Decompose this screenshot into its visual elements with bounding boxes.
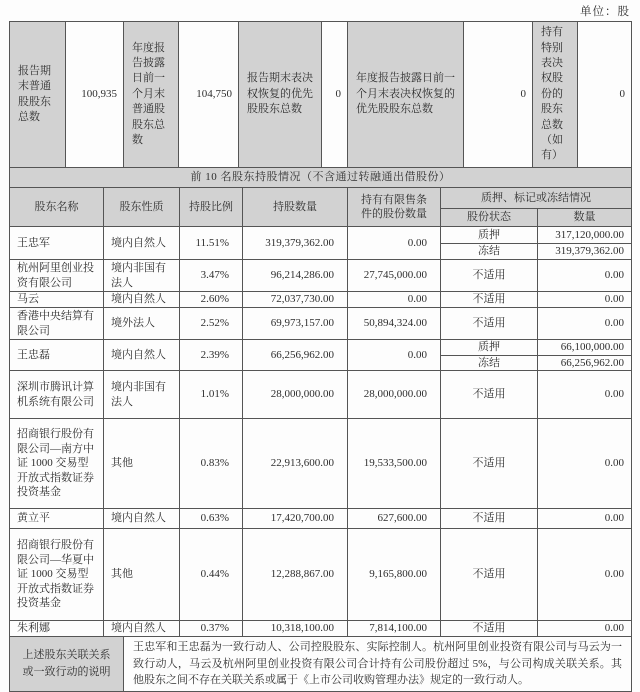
shares-cell: 12,288,867.00 [243, 529, 348, 621]
table-row [10, 371, 632, 419]
table-row [10, 292, 632, 308]
pledge-status-cell: 不适用 [441, 308, 538, 340]
ratio-cell: 1.01% [180, 371, 243, 419]
ratio-cell: 0.44% [180, 529, 243, 621]
pledge-status-cell: 不适用 [441, 292, 538, 308]
shareholder-name-cell: 王忠军 [10, 227, 104, 260]
table-row [10, 227, 632, 244]
summary-table [9, 21, 632, 168]
nature-cell: 境内自然人 [104, 340, 180, 371]
nature-cell: 境内自然人 [104, 621, 180, 637]
col-header-share-status: 股份状态 [441, 209, 538, 227]
note-container [10, 637, 631, 691]
ratio-cell: 0.37% [180, 621, 243, 637]
restricted-cell: 7,814,100.00 [348, 621, 441, 637]
pledge-amount-cell: 0.00 [538, 419, 632, 509]
shareholder-name-cell: 马云 [10, 292, 104, 308]
restricted-cell: 27,745,000.00 [348, 260, 441, 292]
summary-value-special-voting-shareholders: 0 [578, 22, 632, 168]
nature-cell: 境外法人 [104, 308, 180, 340]
shares-cell: 17,420,700.00 [243, 509, 348, 529]
nature-cell: 境内自然人 [104, 292, 180, 308]
pledge-status-cell: 冻结 [441, 355, 538, 371]
pledge-status-cell: 质押 [441, 340, 538, 356]
shares-cell: 10,318,100.00 [243, 621, 348, 637]
pledge-amount-cell: 66,100,000.00 [538, 340, 632, 356]
col-header-amount: 数量 [538, 209, 632, 227]
table-row [10, 419, 632, 509]
pledge-status-cell: 质押 [441, 227, 538, 244]
shareholder-name-cell: 黄立平 [10, 509, 104, 529]
restricted-cell: 0.00 [348, 227, 441, 260]
pledge-status-cell: 不适用 [441, 419, 538, 509]
pledge-amount-cell: 0.00 [538, 260, 632, 292]
shareholder-name-cell: 香港中央结算有限公司 [10, 308, 104, 340]
restricted-cell: 0.00 [348, 340, 441, 371]
restricted-cell: 9,165,800.00 [348, 529, 441, 621]
restricted-cell: 19,533,500.00 [348, 419, 441, 509]
table-row [10, 509, 632, 529]
ratio-cell: 2.60% [180, 292, 243, 308]
pledge-amount-cell: 0.00 [538, 621, 632, 637]
summary-label-special-voting-shareholders: 持有特别表决权股份的股东总数（如有） [533, 22, 578, 168]
pledge-amount-cell: 0.00 [538, 371, 632, 419]
table-row [10, 529, 632, 621]
table-row [10, 260, 632, 292]
table-row [10, 621, 632, 637]
restricted-cell: 28,000,000.00 [348, 371, 441, 419]
note-label: 上述股东关联关系或一致行动的说明 [10, 637, 124, 691]
ratio-cell: 3.47% [180, 260, 243, 292]
pledge-status-cell: 不适用 [441, 509, 538, 529]
restricted-cell: 627,600.00 [348, 509, 441, 529]
pledge-status-cell: 冻结 [441, 244, 538, 260]
summary-value-ordinary-shareholders: 100,935 [66, 22, 124, 168]
summary-value-ordinary-shareholders-month-end: 104,750 [179, 22, 239, 168]
note-row [10, 637, 632, 692]
pledge-amount-cell: 0.00 [538, 308, 632, 340]
col-header-shares-held: 持股数量 [243, 188, 348, 227]
shares-cell: 96,214,286.00 [243, 260, 348, 292]
shares-cell: 319,379,362.00 [243, 227, 348, 260]
pledge-status-cell: 不适用 [441, 260, 538, 292]
shareholder-name-cell: 深圳市腾讯计算机系统有限公司 [10, 371, 104, 419]
summary-value-preferred-shareholders-month-end: 0 [464, 22, 533, 168]
summary-label-preferred-shareholders: 报告期末表决权恢复的优先股股东总数 [239, 22, 322, 168]
note-text: 王忠军和王忠磊为一致行动人、公司控股股东、实际控制人。杭州阿里创业投资有限公司与马云为一致行动人，马云及杭州阿里创业投资有限公司合计持有公司股份超过 5%，与公司构成关联关系。其他股东之间不存在关联关系或属于《上市公司收购管理办法》规定的一致行动人。 [133, 641, 623, 687]
ratio-cell: 2.52% [180, 308, 243, 340]
pledge-status-cell: 不适用 [441, 621, 538, 637]
col-header-shareholder-nature: 股东性质 [104, 188, 180, 227]
nature-cell: 其他 [104, 419, 180, 509]
top10-shareholders-table [9, 167, 632, 692]
shares-cell: 66,256,962.00 [243, 340, 348, 371]
ratio-cell: 11.51% [180, 227, 243, 260]
pledge-amount-cell: 66,256,962.00 [538, 355, 632, 371]
pledge-status-cell: 不适用 [441, 529, 538, 621]
col-header-shareholder-name: 股东名称 [10, 188, 104, 227]
unit-label: 单位：股 [580, 6, 630, 18]
pledge-amount-cell: 0.00 [538, 529, 632, 621]
table-row [10, 308, 632, 340]
col-header-shareholding-ratio: 持股比例 [180, 188, 243, 227]
pledge-status-cell: 不适用 [441, 371, 538, 419]
shareholder-name-cell: 杭州阿里创业投资有限公司 [10, 260, 104, 292]
shareholder-name-cell: 招商银行股份有限公司—华夏中证 1000 交易型开放式指数证券投资基金 [10, 529, 104, 621]
col-header-pledge-group: 质押、标记或冻结情况 [441, 188, 632, 209]
ratio-cell: 0.63% [180, 509, 243, 529]
table-row [10, 340, 632, 356]
shareholder-name-cell: 王忠磊 [10, 340, 104, 371]
summary-label-ordinary-shareholders-month-end: 年度报告披露日前一个月末普通股股东总数 [124, 22, 179, 168]
shares-cell: 72,037,730.00 [243, 292, 348, 308]
summary-value-preferred-shareholders: 0 [322, 22, 348, 168]
shares-cell: 69,973,157.00 [243, 308, 348, 340]
nature-cell: 其他 [104, 529, 180, 621]
ratio-cell: 0.83% [180, 419, 243, 509]
restricted-cell: 0.00 [348, 292, 441, 308]
summary-label-ordinary-shareholders: 报告期末普通股股东总数 [10, 22, 66, 168]
ratio-cell: 2.39% [180, 340, 243, 371]
restricted-cell: 50,894,324.00 [348, 308, 441, 340]
col-header-restricted-shares: 持有有限售条件的股份数量 [348, 188, 441, 227]
nature-cell: 境内自然人 [104, 509, 180, 529]
pledge-amount-cell: 317,120,000.00 [538, 227, 632, 244]
pledge-amount-cell: 0.00 [538, 509, 632, 529]
shares-cell: 28,000,000.00 [243, 371, 348, 419]
shareholder-name-cell: 招商银行股份有限公司—南方中证 1000 交易型开放式指数证券投资基金 [10, 419, 104, 509]
nature-cell: 境内非国有法人 [104, 260, 180, 292]
pledge-amount-cell: 319,379,362.00 [538, 244, 632, 260]
shareholder-name-cell: 朱利娜 [10, 621, 104, 637]
pledge-amount-cell: 0.00 [538, 292, 632, 308]
table-section-title: 前 10 名股东持股情况（不含通过转融通出借股份） [10, 168, 632, 188]
nature-cell: 境内自然人 [104, 227, 180, 260]
summary-label-preferred-shareholders-month-end: 年度报告披露日前一个月末表决权恢复的优先股股东总数 [348, 22, 464, 168]
shares-cell: 22,913,600.00 [243, 419, 348, 509]
nature-cell: 境内非国有法人 [104, 371, 180, 419]
